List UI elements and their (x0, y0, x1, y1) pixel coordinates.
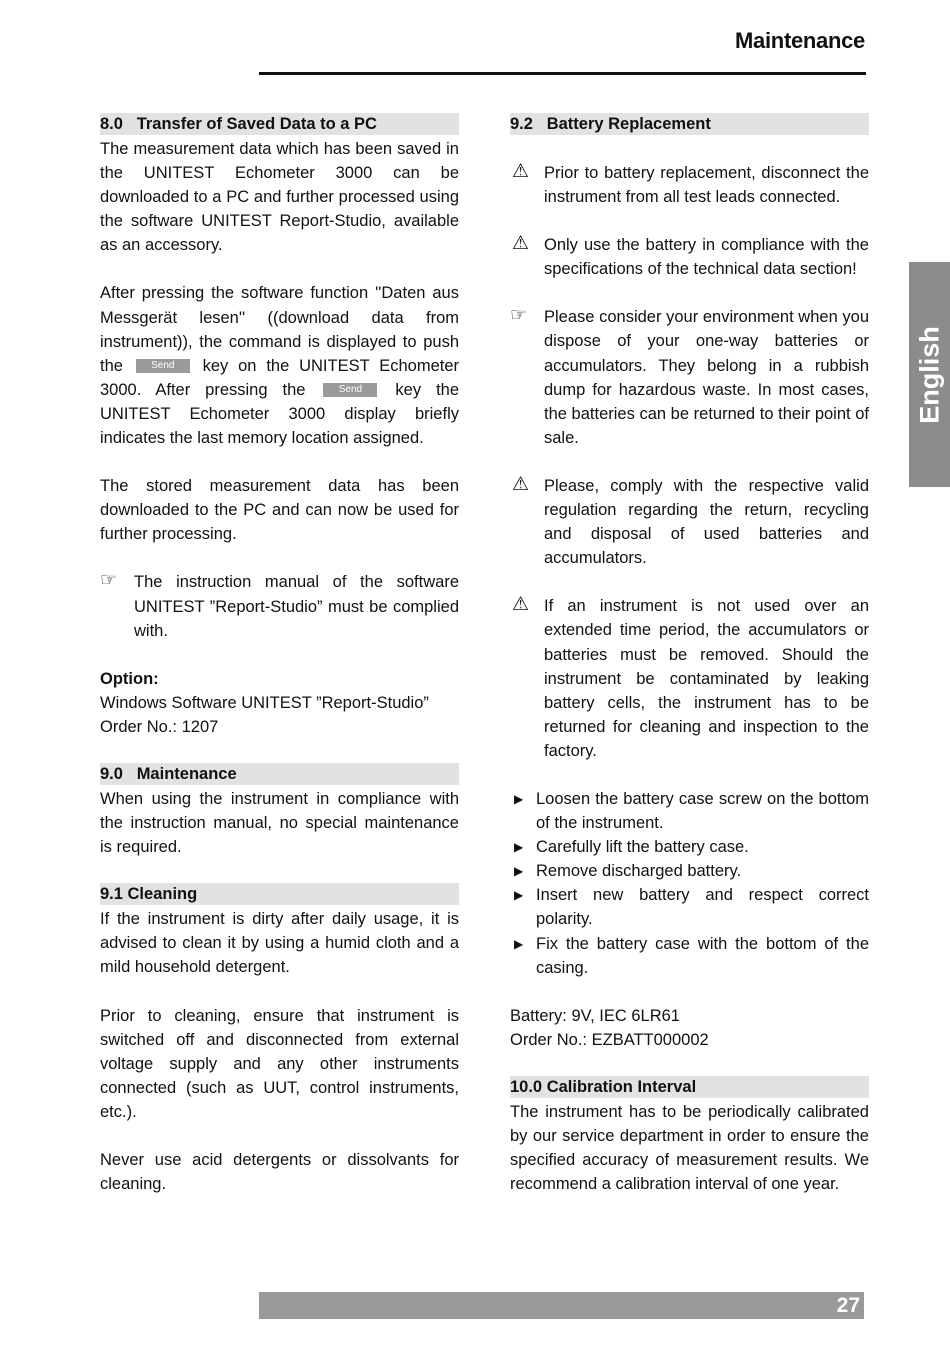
warning-triangle-icon: ⚠ (512, 473, 530, 495)
warning-item (510, 161, 869, 209)
order-number: Order No.: 1207 (100, 717, 219, 736)
steps-list (510, 787, 869, 980)
order-number: Order No.: EZBATT000002 (510, 1030, 709, 1049)
right-column (510, 113, 869, 1196)
paragraph: Prior to cleaning, ensure that instrument is switched off and disconnected from external voltage supply and any other instruments connected (such as UUT, control instruments, etc.). (100, 1006, 459, 1121)
list-item (510, 859, 869, 883)
note-text: Please consider your environment when you dispose of your one-way batteries or accumulators. They belong in a rubbish dump for hazardous waste. In most cases, the batteries can be returned to their point of sale. (544, 308, 869, 447)
list-item-text: Insert new battery and respect correct polarity. (536, 886, 869, 929)
option-label: Option: (100, 669, 159, 688)
list-item (510, 835, 869, 859)
warning-triangle-icon: ⚠ (512, 594, 530, 616)
list-item-text: Loosen the battery case screw on the bottom of the instrument. (536, 789, 869, 833)
text-run: key on the UNITEST Echometer 3000. After pressing the (100, 356, 459, 399)
section-heading-cleaning: 9.1 Cleaning (100, 883, 459, 905)
triangle-bullet-icon: ▶ (514, 888, 524, 903)
triangle-bullet-icon: ▶ (514, 791, 524, 806)
language-tab-label: English (914, 325, 944, 424)
page-number: 27 (836, 1294, 860, 1317)
warning-text: Prior to battery replacement, disconnect the instrument from all test leads connected. (544, 164, 869, 207)
warning-text: Only use the battery in compliance with the specifications of the technical data section! (544, 236, 869, 279)
warning-item (510, 594, 869, 763)
page-title: Maintenance (735, 28, 865, 53)
note-text: The instruction manual of the software UNITEST ”Report-Studio” must be complied with. (134, 573, 459, 640)
paragraph: The instrument has to be periodically calibrated by our service department in order to ensure the specified accuracy of measurement results. We recommend a calibration interval of one year. (510, 1102, 869, 1194)
triangle-bullet-icon: ▶ (514, 864, 524, 879)
section-heading-battery: 9.2 Battery Replacement (510, 113, 869, 135)
paragraph: The stored measurement data has been downloaded to the PC and can now be used for further processing. (100, 477, 459, 544)
footer-bar (259, 1292, 864, 1319)
text-run: key the UNITEST Echometer 3000 display briefly indicates the last memory location assigned. (100, 380, 460, 448)
list-item (510, 787, 869, 835)
warning-text: Please, comply with the respective valid regulation regarding the return, recycling and disposal of used batteries and accumulators. (544, 476, 869, 568)
paragraph-send-instructions (100, 281, 459, 450)
header-rule (259, 72, 866, 75)
send-key-badge: Send (136, 359, 190, 373)
section-heading-calibration: 10.0 Calibration Interval (510, 1076, 869, 1098)
list-item-text: Fix the battery case with the bottom of the casing. (536, 934, 869, 977)
note-item (100, 570, 459, 642)
list-item (510, 932, 869, 980)
battery-spec: Battery: 9V, IEC 6LR61 (510, 1006, 680, 1025)
list-item-text: Remove discharged battery. (536, 862, 742, 881)
warning-triangle-icon: ⚠ (512, 161, 530, 182)
send-key-badge: Send (323, 383, 377, 397)
list-item (510, 883, 869, 931)
text-run: After pressing the software function ''Daten aus Messgerät lesen'' ((download data from instrument)), the command is displayed to push the (100, 284, 459, 375)
warning-text: If an instrument is not used over an extended time period, the accumulators or batteries must be removed. Should the instrument be contaminated by leaking battery cells, the instrument has to be returned for cleaning and inspection to the factory. (544, 597, 869, 760)
paragraph: If the instrument is dirty after daily usage, it is advised to clean it by using a humid cloth and a mild household detergent. (100, 910, 459, 977)
pointing-hand-icon: ☞ (100, 570, 118, 592)
paragraph: Never use acid detergents or dissolvants for cleaning. (100, 1151, 459, 1194)
section-heading-maintenance: 9.0 Maintenance (100, 763, 459, 785)
triangle-bullet-icon: ▶ (514, 936, 524, 951)
section-heading-transfer: 8.0 Transfer of Saved Data to a PC (100, 113, 459, 135)
paragraph: The measurement data which has been saved in the UNITEST Echometer 3000 can be downloaded to a PC and further processed using the software UNITEST Report-Studio, available as an accessory. (100, 140, 459, 255)
note-item (510, 305, 869, 450)
warning-triangle-icon: ⚠ (512, 233, 530, 255)
warning-item (510, 233, 869, 281)
option-line: Windows Software UNITEST ”Report-Studio” (100, 693, 429, 712)
pointing-hand-icon: ☞ (510, 305, 528, 327)
language-tab (909, 262, 950, 487)
triangle-bullet-icon: ▶ (514, 840, 524, 855)
warning-item (510, 474, 869, 570)
list-item-text: Carefully lift the battery case. (536, 838, 749, 857)
paragraph: When using the instrument in compliance with the instruction manual, no special maintenance is required. (100, 789, 459, 857)
left-column (100, 113, 459, 1196)
